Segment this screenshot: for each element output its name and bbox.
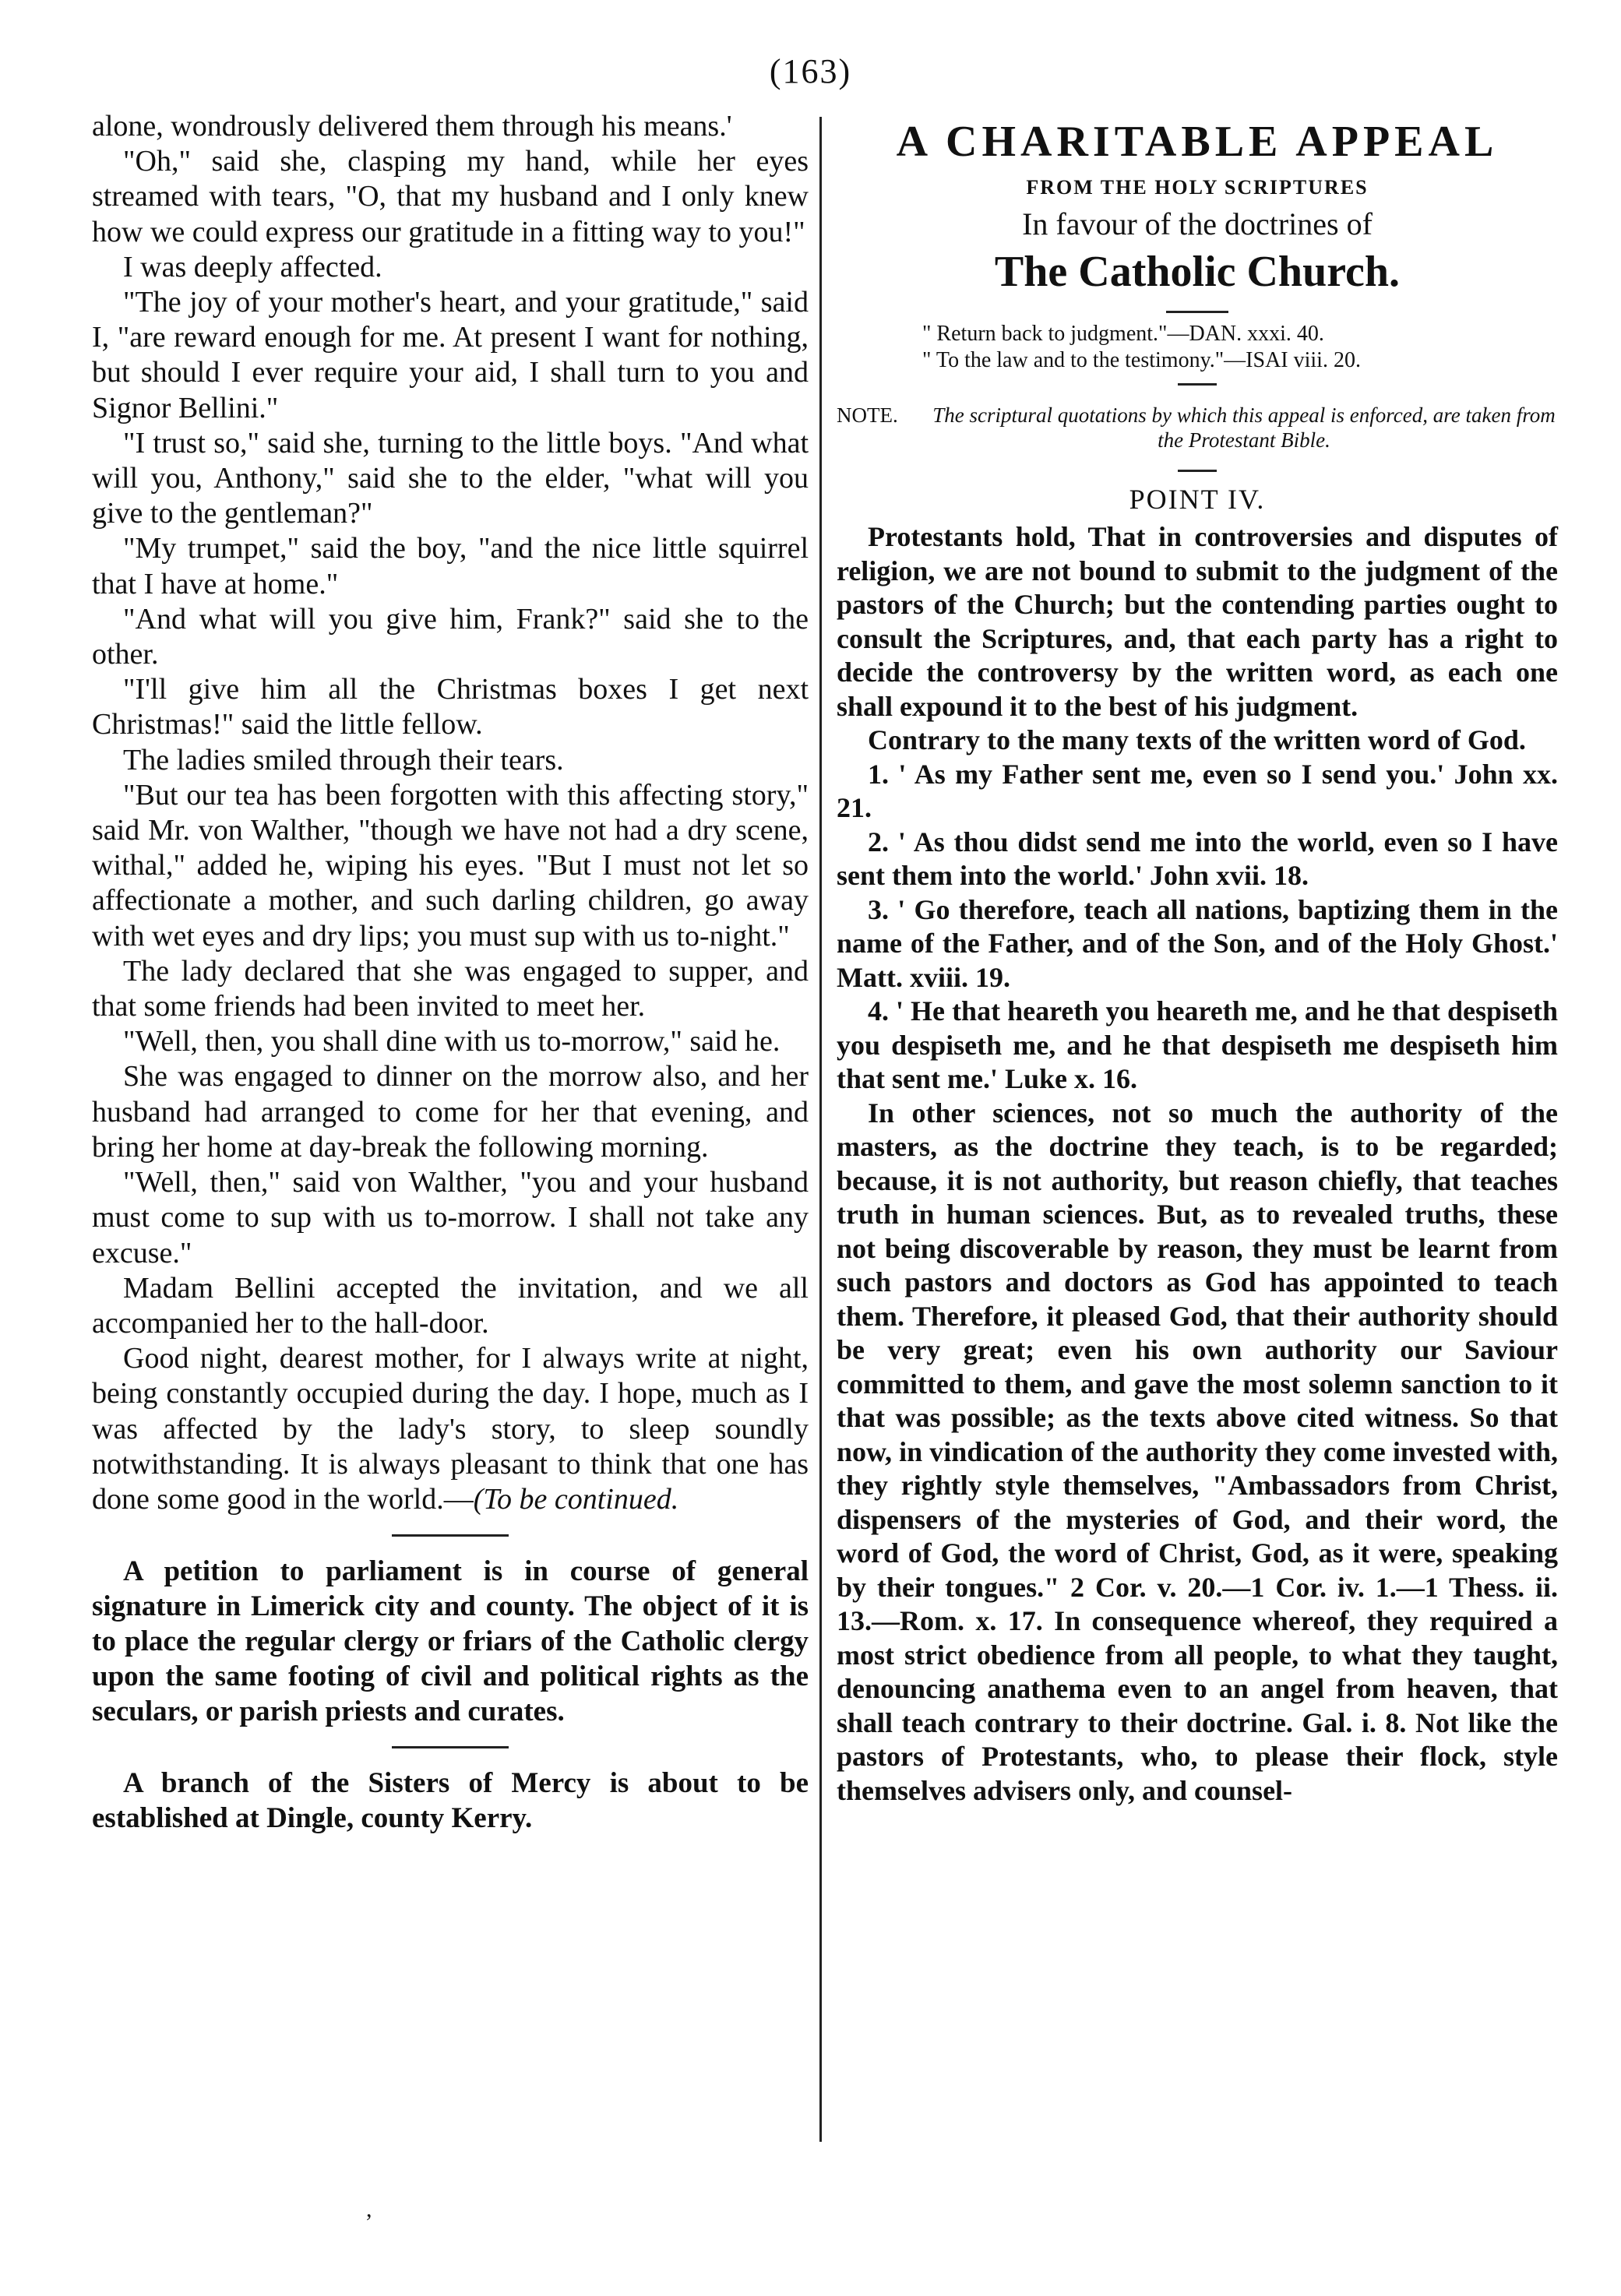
story-paragraph: Good night, dearest mother, for I always write at night, being constantly occupied during the day. I hope, much as I was affected by the lady's story, to sleep soundly notwithstanding. It is always pleasant to think that one has done some good in the world.— bbox=[92, 1342, 809, 1516]
section-rule bbox=[392, 1746, 509, 1748]
story-paragraph: "The joy of your mother's heart, and your gratitude," said I, "are reward enough for me. At present I want for nothing, but should I ever require your aid, I shall turn to you and Signor Bellini." bbox=[92, 286, 809, 424]
story-paragraph: Madam Bellini accepted the invitation, and we all accompanied her to the hall-door. bbox=[92, 1271, 809, 1340]
article-subtitle: FROM THE HOLY SCRIPTURES bbox=[1026, 176, 1369, 199]
column-divider bbox=[819, 117, 822, 2142]
article-paragraph: In other sciences, not so much the authority of the masters, as the doctrine they teach, is to be regarded; because, it is not authority, but reason chiefly, that teaches truth in human sciences. But, as to revealed truths, these not being discoverable by reason, they must be learnt from such pastors and doctors as God has appointed to teach them. Therefore, it pleased God, that their authority should be very great; even his own authority our Saviour committed to them, and gave the most solemn sanction to it that was possible; as the texts above cited witness. So that now, in vindication of the authority they come invested with, they rightly style themselves, "Ambassadors from Christ, dispensers of the mysteries of God, and their word, the word of God, the word of Christ, God, as it were, speaking by their tongues." 2 Cor. v. 20.—1 Cor. iv. 1.—1 Thess. ii. 13.—Rom. x. 17. In consequence whereof, they required a most strict obedience from all people, to what they taught, denouncing anathema even to an angel from heaven, that shall teach contrary to their doctrine. Gal. i. 8. Not like the pastors of Protestants, who, to please their flock, style themselves advisers only, and counsel- bbox=[837, 1097, 1558, 1806]
to-be-continued: (To be continued. bbox=[473, 1482, 679, 1516]
story-paragraph: "My trumpet," said the boy, "and the nice little squirrel that I have at home." bbox=[92, 532, 809, 600]
left-column bbox=[92, 109, 809, 1836]
news-item: A branch of the Sisters of Mercy is about to be established at Dingle, county Kerry. bbox=[92, 1767, 809, 1835]
story-paragraph: "I'll give him all the Christmas boxes I get next Christmas!" said the little fellow. bbox=[92, 673, 809, 741]
note-text: The scriptural quotations by which this appeal is enforced, are taken from the Protestant Bible. bbox=[932, 403, 1556, 452]
epigraph: " To the law and to the testimony."—ISAI viii. 20. bbox=[922, 348, 1361, 372]
note bbox=[837, 403, 1558, 453]
story-paragraph: I was deeply affected. bbox=[123, 250, 382, 283]
story-final-paragraph bbox=[92, 1341, 809, 1517]
story-paragraph: "Oh," said she, clasping my hand, while her eyes streamed with tears, "O, that my husband and I only knew how we could express our gratitude in a fitting way to you!" bbox=[92, 145, 809, 248]
epigraph: " Return back to judgment."—DAN. xxxi. 40. bbox=[922, 322, 1324, 346]
scripture-quote: 4. ' He that heareth you heareth me, and he that despiseth you despiseth me, and he that despiseth me despiseth him that sent me.' Luke x. 16. bbox=[837, 995, 1558, 1094]
scripture-quote: 3. ' Go therefore, teach all nations, baptizing them in the name of the Father, and of the Son, and of the Holy Ghost.' Matt. xviii. 19. bbox=[837, 893, 1558, 993]
story-paragraph: "I trust so," said she, turning to the little boys. "And what will you, Anthony," said she to the elder, "what will you give to the gentleman?" bbox=[92, 426, 809, 530]
note-label: NOTE. bbox=[837, 403, 898, 427]
section-rule bbox=[392, 1534, 509, 1537]
ink-mark: , bbox=[366, 2196, 372, 2222]
section-rule bbox=[1178, 383, 1217, 386]
page-number: (163) bbox=[769, 52, 852, 90]
section-rule bbox=[1166, 311, 1228, 313]
scripture-quote: 2. ' As thou didst send me into the world, even so I have sent them into the world.' John xvii. 18. bbox=[837, 826, 1558, 891]
story-paragraph: The ladies smiled through their tears. bbox=[123, 743, 564, 776]
story-paragraph: She was engaged to dinner on the morrow also, and her husband had arranged to come for her that evening, and bring her home at day-break the following morning. bbox=[92, 1060, 809, 1164]
article-subtitle: In favour of the doctrines of bbox=[1022, 206, 1373, 241]
article-title: A CHARITABLE APPEAL bbox=[896, 118, 1499, 166]
article-paragraph: Contrary to the many texts of the written word of God. bbox=[868, 724, 1526, 755]
article-paragraph: Protestants hold, That in controversies and disputes of religion, we are not bound to submit to the judgment of the pastors of the Church; but the contending parties ought to consult the Scriptures, and, that each party has a right to decide the controversy by the written word, as each one shall expound it to the best of his judgment. bbox=[837, 521, 1558, 722]
article-subtitle: The Catholic Church. bbox=[994, 248, 1401, 296]
story-paragraph: "Well, then," said von Walther, "you and your husband must come to sup with us to-morrow. I shall not take any excuse." bbox=[92, 1166, 809, 1269]
point-heading: POINT IV. bbox=[1129, 484, 1266, 515]
story-paragraph: "Well, then, you shall dine with us to-morrow," said he. bbox=[123, 1025, 781, 1058]
scripture-quote: 1. ' As my Father sent me, even so I send you.' John xx. 21. bbox=[837, 758, 1558, 823]
news-item: A petition to parliament is in course of general signature in Limerick city and county. The object of it is to place the regular clergy or friars of the Catholic clergy upon the same footing of civil and political rights as the seculars, or parish priests and curates. bbox=[92, 1555, 809, 1728]
story-paragraph: alone, wondrously delivered them through his means.' bbox=[92, 110, 732, 143]
right-column bbox=[837, 109, 1558, 1808]
story-paragraph: The lady declared that she was engaged to supper, and that some friends had been invited to meet her. bbox=[92, 954, 809, 1023]
story-paragraph: "And what will you give him, Frank?" said she to the other. bbox=[92, 602, 809, 671]
section-rule bbox=[1178, 470, 1217, 472]
story-paragraph: "But our tea has been forgotten with this affecting story," said Mr. von Walther, "though we have not had a dry scene, withal," added he, wiping his eyes. "But I must not let so affectionate a mother, and such darling children, go away with wet eyes and dry lips; you must sup with us to-night." bbox=[92, 778, 809, 953]
